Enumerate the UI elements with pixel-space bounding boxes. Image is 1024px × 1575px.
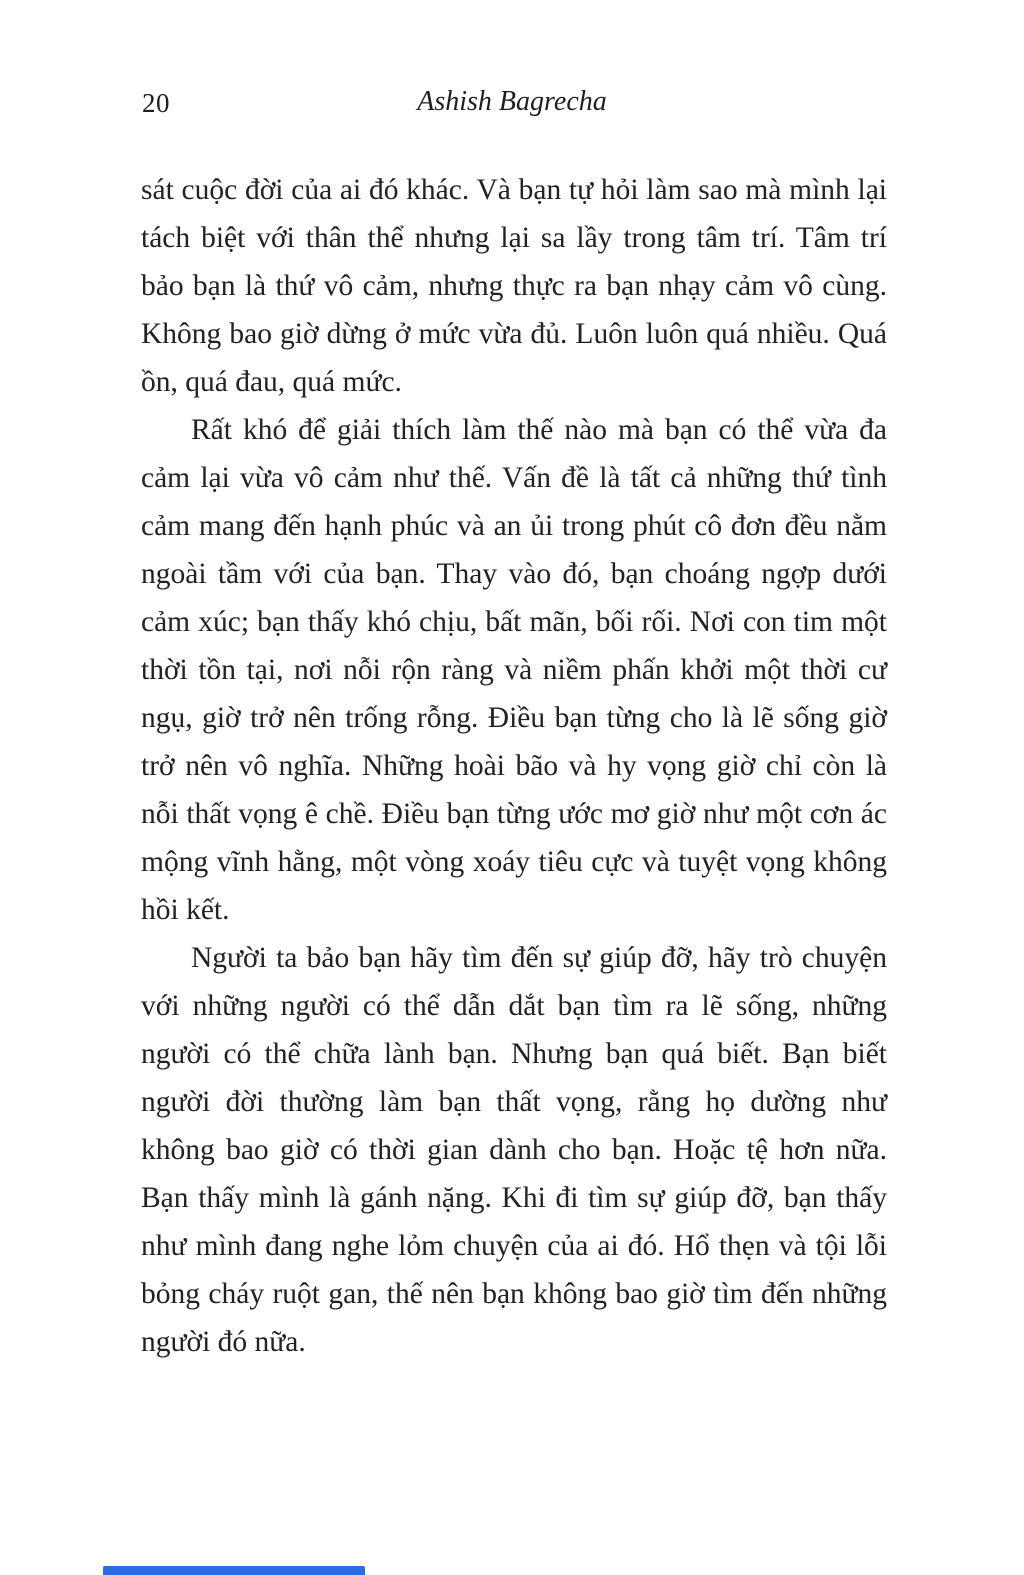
running-head: Ashish Bagrecha bbox=[417, 86, 607, 117]
paragraph: sát cuộc đời của ai đó khác. Và bạn tự hỏi làm sao mà mình lại tách biệt với thân thể nhưng lại sa lầy trong tâm trí. Tâm trí bảo bạn là thứ vô cảm, nhưng thực ra bạn nhạy cảm vô cùng. Không bao giờ dừng ở mức vừa đủ. Luôn luôn quá nhiều. Quá ồn, quá đau, quá mức. bbox=[141, 174, 887, 398]
page-header bbox=[140, 86, 884, 126]
progress-bar bbox=[103, 1566, 365, 1575]
page-body bbox=[141, 166, 887, 1366]
paragraph: Người ta bảo bạn hãy tìm đến sự giúp đỡ, hãy trò chuyện với những người có thể dẫn dắt bạn tìm ra lẽ sống, những người có thể chữa lành bạn. Nhưng bạn quá biết. Bạn biết người đời thường làm bạn thất vọng, rằng họ dường như không bao giờ có thời gian dành cho bạn. Hoặc tệ hơn nữa. Bạn thấy mình là gánh nặng. Khi đi tìm sự giúp đỡ, bạn thấy như mình đang nghe lỏm chuyện của ai đó. Hổ thẹn và tội lỗi bỏng cháy ruột gan, thế nên bạn không bao giờ tìm đến những người đó nữa. bbox=[141, 942, 887, 1358]
paragraph: Rất khó để giải thích làm thế nào mà bạn có thể vừa đa cảm lại vừa vô cảm như thế. Vấn đề là tất cả những thứ tình cảm mang đến hạnh phúc và an ủi trong phút cô đơn đều nằm ngoài tầm với của bạn. Thay vào đó, bạn choáng ngợp dưới cảm xúc; bạn thấy khó chịu, bất mãn, bối rối. Nơi con tim một thời tồn tại, nơi nỗi rộn ràng và niềm phấn khởi một thời cư ngụ, giờ trở nên trống rỗng. Điều bạn từng cho là lẽ sống giờ trở nên vô nghĩa. Những hoài bão và hy vọng giờ chỉ còn là nỗi thất vọng ê chề. Điều bạn từng ước mơ giờ như một cơn ác mộng vĩnh hằng, một vòng xoáy tiêu cực và tuyệt vọng không hồi kết. bbox=[141, 414, 887, 926]
page-number: 20 bbox=[142, 88, 170, 118]
